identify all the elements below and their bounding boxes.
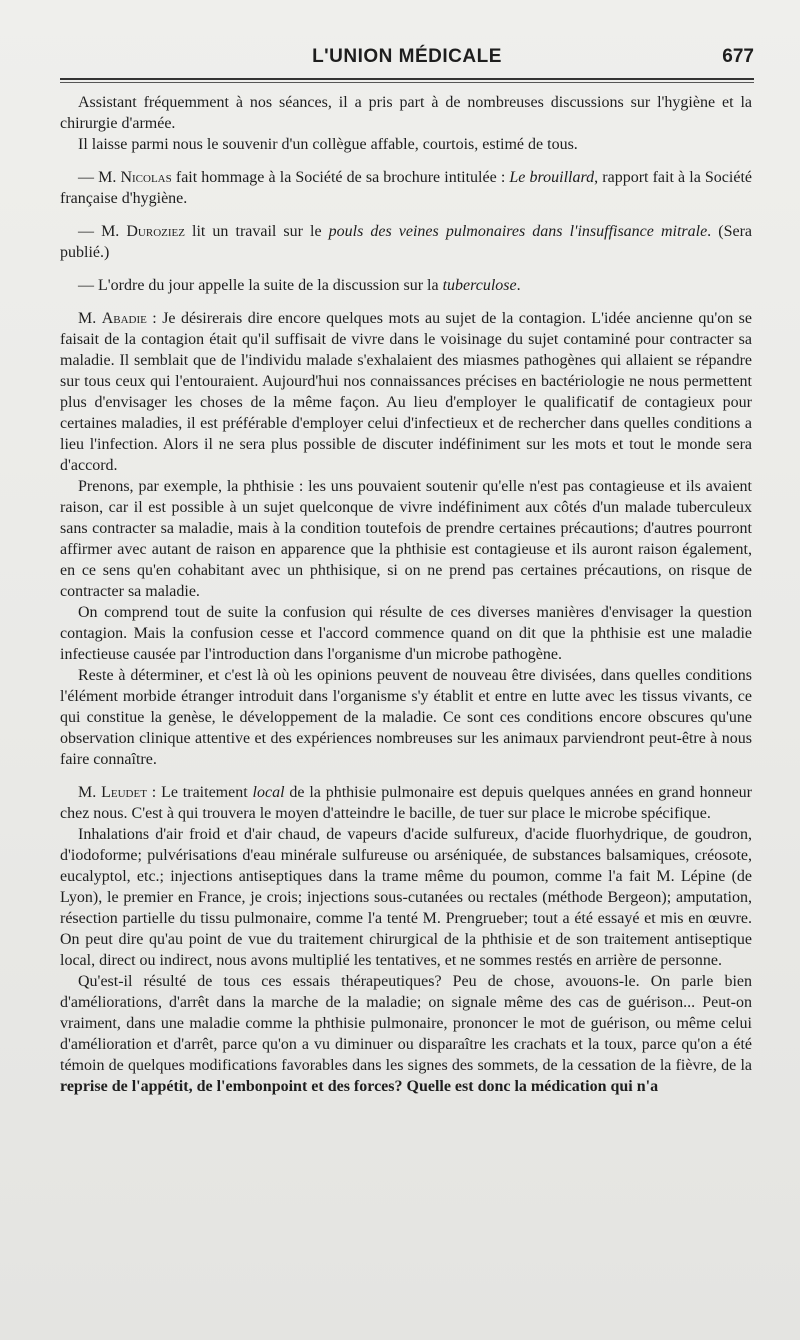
emphasis-local: local xyxy=(252,784,285,801)
paragraph-2: Il laisse parmi nous le souvenir d'un collègue affable, courtois, estimé de tous. xyxy=(78,136,578,153)
paragraph-3: — M. Nicolas fait hommage à la Société de sa brochure intitulée : Le brouillard, rapport fait à la Société française d'hygiène. xyxy=(60,169,753,207)
work-title: pouls des veines pulmonaires dans l'insuffisance mitrale xyxy=(328,223,708,240)
paragraph-10: M. Leudet : Le traitement local de la phthisie pulmonaire est depuis quelques années en grand honneur chez nous. C'est à qui trouvera le moyen d'atteindre le bacille, de tuer sur place le microbe spécifique. xyxy=(60,784,752,822)
paragraph-12: Qu'est-il résulté de tous ces essais thérapeutiques? Peu de chose, avouons-le. On parle bien d'améliorations, d'arrêt dans la marche de la maladie; on signale même des cas de guérison... Peut-on vraiment, dans une maladie comme la phthisie pulmonaire, prononcer le mot de guérison, ou même celui d'amélioration et d'arrêt, parce qu'on a vu diminuer ou disparaître les crachats et la toux, parce qu'on a été témoin de quelques modifications favorables dans les signes des sommets, de la cessation de la fièvre, de la reprise de l'appétit, de l'embonpoint et des forces? Quelle est donc la médication qui n'a xyxy=(60,973,752,1095)
paragraph-8: On comprend tout de suite la confusion qui résulte de ces diverses manières d'envisager la question contagion. Mais la confusion cesse et l'accord commence quand on dit que la phthisie est une maladie infectieuse causée par l'introduction dans l'organisme d'un microbe pathogène. xyxy=(60,604,752,663)
paragraph-7: Prenons, par exemple, la phthisie : les uns pouvaient soutenir qu'elle n'est pas contagieuse et ils avaient raison, car il est possible à un sujet quelconque de vivre indéfiniment aux côtés d'un malade tuberculeux sans contracter sa maladie, mais à la condition toutefois de prendre certaines précautions; d'autres pourront affirmer avec autant de raison en apparence que la phthisie est contagieuse et ils auront raison également, en ce sens qu'en cohabitant avec un phthisique, si on ne prend pas certaines précautions, on risque de contracter sa maladie. xyxy=(60,478,752,600)
brochure-title: Le brouillard xyxy=(509,169,595,186)
speaker-name: Abadie xyxy=(101,310,147,327)
paragraph-5: — L'ordre du jour appelle la suite de la discussion sur la tuberculose. xyxy=(78,277,521,294)
page-header xyxy=(60,42,754,74)
paragraph-12-final-line: reprise de l'appétit, de l'embonpoint et des forces? Quelle est donc la médication qui n'a xyxy=(60,1078,659,1095)
speaker-name: Duroziez xyxy=(126,223,185,240)
paragraph-4: — M. Duroziez lit un travail sur le pouls des veines pulmonaires dans l'insuffisance mitrale. (Sera publié.) xyxy=(60,223,752,261)
speaker-name: Leudet xyxy=(101,784,147,801)
paragraph-1: Assistant fréquemment à nos séances, il a pris part à de nombreuses discussions sur l'hygiène et la chirurgie d'armée. xyxy=(60,94,752,132)
paragraph-9: Reste à déterminer, et c'est là où les opinions peuvent de nouveau être divisées, dans quelles conditions l'élément morbide étranger introduit dans l'organisme s'y établit et entre en lutte avec les tissus vivants, ce qui constitue la genèse, le développement de la maladie. Ce sont ces conditions encore obscures qu'une observation clinique attentive et des expériences nombreuses sur les animaux parviendront peut-être à nous faire connaître. xyxy=(60,667,752,768)
body-text xyxy=(60,92,752,1097)
paragraph-6: M. Abadie : Je désirerais dire encore quelques mots au sujet de la contagion. L'idée ancienne qu'on se faisait de la contagion était qu'il suffisait de vivre dans le voisinage du sujet contaminé pour contracter sa maladie. Il semblait que de l'individu malade s'exhalaient des miasmes pathogènes qui allaient se répandre sur tous ceux qui l'entouraient. Aujourd'hui nos connaissances précises en bactériologie ne nous permettent plus d'envisager les choses de la même façon. Au lieu d'employer le qualificatif de contagieux pour certaines maladies, il est préférable d'employer celui d'infectieux et de rechercher dans quelles conditions a lieu l'infection. Alors il ne sera plus possible de discuter indéfiniment sur les mots et tout le monde sera d'accord. xyxy=(60,310,752,474)
running-title: L'UNION MÉDICALE xyxy=(312,46,502,67)
page-number: 677 xyxy=(722,46,754,67)
speaker-name: Nicolas xyxy=(120,169,172,186)
header-rule xyxy=(60,78,754,80)
topic-title: tuberculose xyxy=(442,277,517,294)
paragraph-11: Inhalations d'air froid et d'air chaud, de vapeurs d'acide sulfureux, d'acide fluorhydrique, de goudron, d'iodoforme; pulvérisations d'eau minérale sulfureuse ou arséniquée, de substances balsamiques, créosote, eucalyptol, etc.; injections antiseptiques dans la trame même du poumon, comme l'a fait M. Lépine (de Lyon), le premier en France, je crois; injections sous-cutanées ou rectales (méthode Bergeon); amputation, résection partielle du tissu pulmonaire, comme l'a tenté M. Prengrueber; tout a été essayé et mis en œuvre. On peut dire qu'au point de vue du traitement chirurgical de la phthisie et de son traitement antiseptique local, direct ou indirect, nous avons multiplié les tentatives, et ne sommes restés en arrière de personne. xyxy=(60,826,752,969)
header-rule-thin xyxy=(60,82,754,83)
